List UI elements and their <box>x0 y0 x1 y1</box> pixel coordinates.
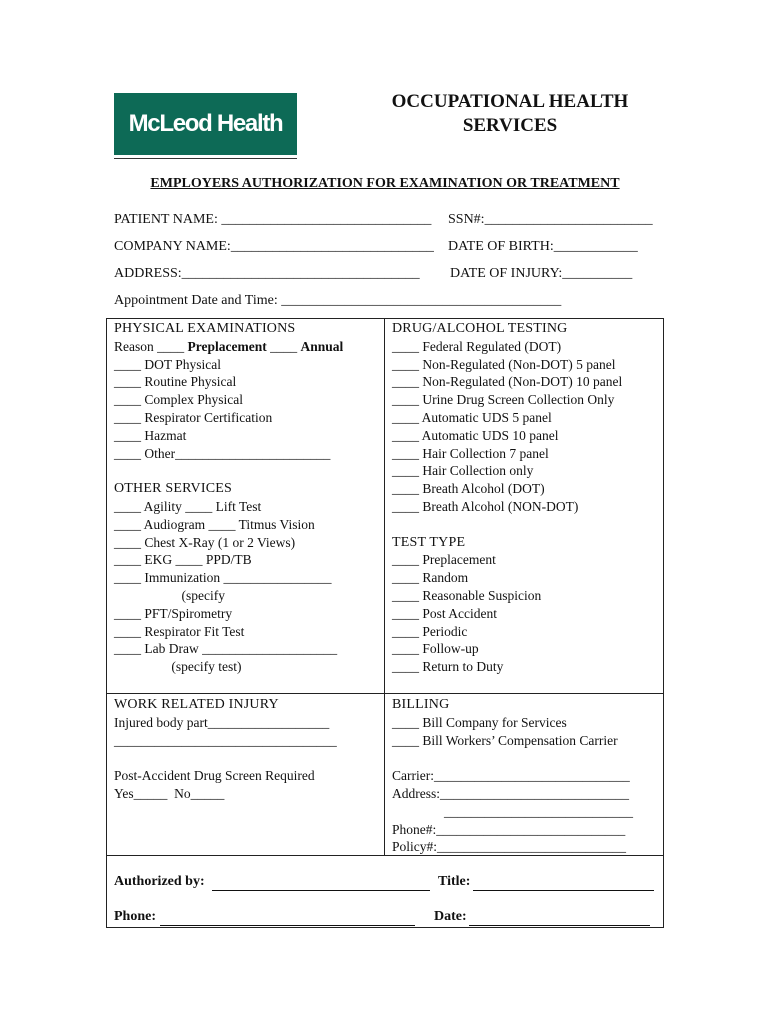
reason-annual: Annual <box>300 338 344 354</box>
test-type-reasonable-suspicion[interactable]: ____ Reasonable Suspicion <box>392 587 542 603</box>
appointment-field[interactable]: Appointment Date and Time: ________________________________________ <box>114 293 562 308</box>
exam-item-routine[interactable]: ____ Routine Physical <box>114 374 237 390</box>
drug-item-auto-uds-5[interactable]: ____ Automatic UDS 5 panel <box>392 409 552 425</box>
page-title <box>360 90 660 138</box>
title-label: Title: <box>438 874 471 889</box>
billing-address-field[interactable]: Address:____________________________ <box>392 785 629 801</box>
drug-item-hair-7[interactable]: ____ Hair Collection 7 panel <box>392 445 549 461</box>
service-item-agility[interactable]: ____ Agility ____ Lift Test <box>114 498 262 514</box>
authorized-by-line[interactable] <box>212 890 430 891</box>
date-of-injury-field[interactable]: DATE OF INJURY:__________ <box>450 266 633 281</box>
drug-item-federal[interactable]: ____ Federal Regulated (DOT) <box>392 338 562 354</box>
service-item-specify-note: (specify <box>114 587 225 603</box>
test-type-heading: TEST TYPE <box>392 534 466 550</box>
billing-policy-field[interactable]: Policy#:____________________________ <box>392 839 627 855</box>
ssn-field[interactable]: SSN#:________________________ <box>448 212 653 227</box>
title-line[interactable] <box>473 890 654 891</box>
injured-body-part-line2[interactable]: _________________________________ <box>114 732 337 748</box>
exam-item-other[interactable]: ____ Other_______________________ <box>114 445 331 461</box>
work-injury-section <box>114 696 379 803</box>
patient-name-field[interactable]: PATIENT NAME: ______________________________ <box>114 212 432 227</box>
phone-line[interactable] <box>160 925 415 926</box>
date-line[interactable] <box>469 925 650 926</box>
billing-heading: BILLING <box>392 697 450 712</box>
logo-underline <box>114 158 297 159</box>
drug-item-auto-uds-10[interactable]: ____ Automatic UDS 10 panel <box>392 427 559 443</box>
service-item-ekg[interactable]: ____ EKG ____ PPD/TB <box>114 552 252 568</box>
title-line-1: OCCUPATIONAL HEALTH <box>391 91 629 112</box>
service-item-audiogram[interactable]: ____ Audiogram ____ Titmus Vision <box>114 516 315 532</box>
service-item-immunization[interactable]: ____ Immunization ________________ <box>114 570 332 586</box>
test-type-follow-up[interactable]: ____ Follow-up <box>392 641 479 657</box>
service-item-pft[interactable]: ____ PFT/Spirometry <box>114 605 233 621</box>
test-type-return-to-duty[interactable]: ____ Return to Duty <box>392 659 504 675</box>
billing-item-company[interactable]: ____ Bill Company for Services <box>392 714 567 730</box>
drug-item-hair-only[interactable]: ____ Hair Collection only <box>392 463 534 479</box>
physical-exams-heading: PHYSICAL EXAMINATIONS <box>114 321 296 336</box>
company-name-field[interactable]: COMPANY NAME:_____________________________ <box>114 239 434 254</box>
date-label: Date: <box>434 909 467 924</box>
title-line-2: SERVICES <box>462 115 558 136</box>
drug-item-nondot-5[interactable]: ____ Non-Regulated (Non-DOT) 5 panel <box>392 356 616 372</box>
billing-address-line2[interactable]: ____________________________ <box>444 803 633 819</box>
test-type-post-accident[interactable]: ____ Post Accident <box>392 605 497 621</box>
injured-body-part-field[interactable]: Injured body part__________________ <box>114 714 330 730</box>
reason-annual-blank[interactable]: ____ <box>266 338 301 354</box>
test-type-periodic[interactable]: ____ Periodic <box>392 623 468 639</box>
form-subtitle: EMPLOYERS AUTHORIZATION FOR EXAMINATION OR TREATMENT <box>150 176 620 191</box>
work-injury-heading: WORK RELATED INJURY <box>114 697 279 712</box>
address-field[interactable]: ADDRESS:__________________________________ <box>114 266 420 281</box>
exam-item-dot[interactable]: ____ DOT Physical <box>114 356 221 372</box>
drug-item-breath-nondot[interactable]: ____ Breath Alcohol (NON-DOT) <box>392 498 579 514</box>
authorized-by-label: Authorized by: <box>114 874 205 889</box>
billing-phone-field[interactable]: Phone#:____________________________ <box>392 821 626 837</box>
yes-no-field[interactable]: Yes_____ No_____ <box>114 785 225 801</box>
drug-testing-section <box>392 320 658 676</box>
carrier-field[interactable]: Carrier:_____________________________ <box>392 768 630 784</box>
drug-item-nondot-10[interactable]: ____ Non-Regulated (Non-DOT) 10 panel <box>392 374 623 390</box>
post-accident-label: Post-Accident Drug Screen Required <box>114 768 315 784</box>
exam-item-complex[interactable]: ____ Complex Physical <box>114 392 243 408</box>
service-item-lab-draw[interactable]: ____ Lab Draw ____________________ <box>114 641 338 657</box>
row-divider-1 <box>106 693 663 694</box>
drug-item-breath-dot[interactable]: ____ Breath Alcohol (DOT) <box>392 481 545 497</box>
drug-testing-heading: DRUG/ALCOHOL TESTING <box>392 321 568 336</box>
reason-row <box>114 338 379 356</box>
physical-exams-section <box>114 320 379 676</box>
service-item-specify-test-note: (specify test) <box>114 659 242 675</box>
billing-section <box>392 696 658 856</box>
test-type-preplacement[interactable]: ____ Preplacement <box>392 552 496 568</box>
reason-prefix[interactable]: Reason ____ <box>114 338 188 354</box>
exam-item-respirator[interactable]: ____ Respirator Certification <box>114 409 273 425</box>
drug-item-urine-collection[interactable]: ____ Urine Drug Screen Collection Only <box>392 392 615 408</box>
reason-preplacement: Preplacement <box>187 338 267 354</box>
service-item-respirator-fit[interactable]: ____ Respirator Fit Test <box>114 623 245 639</box>
other-services-heading: OTHER SERVICES <box>114 481 232 497</box>
exam-item-hazmat[interactable]: ____ Hazmat <box>114 427 187 443</box>
date-of-birth-field[interactable]: DATE OF BIRTH:____________ <box>448 239 638 254</box>
phone-label: Phone: <box>114 909 156 924</box>
column-divider <box>384 318 385 855</box>
billing-item-workers-comp[interactable]: ____ Bill Workers’ Compensation Carrier <box>392 732 618 748</box>
mcleod-health-logo: McLeod Health <box>114 93 297 155</box>
service-item-chest-xray[interactable]: ____ Chest X-Ray (1 or 2 Views) <box>114 534 296 550</box>
test-type-random[interactable]: ____ Random <box>392 570 469 586</box>
